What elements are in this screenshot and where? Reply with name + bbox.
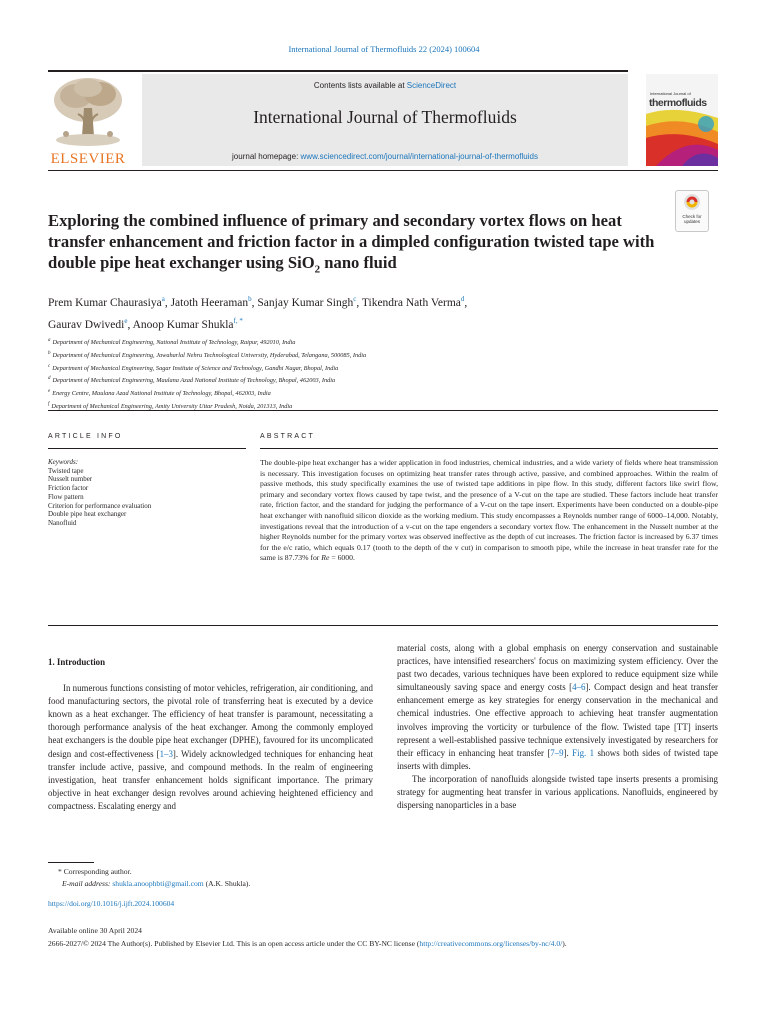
header-divider: [48, 410, 718, 411]
abstract-body: The double-pipe heat exchanger has a wider application in food industries, chemical industries, and a wide variety of fields where heat transmission is necessary. This investigation focuses on optimizing heat transfer rates through active, passive, and combined approaches. Within the realm of passive methods, this study specifically examines the use of twisted tape additions in pipe flow. In this study, different factors like swirl flow, primary and secondary vortex flows caused by tape twist, and the presence of a V-cut on the tape are studied. These factors include heat transfer rate, friction factor, and the standard for judging the performance of a V-cut on the tape insert. Experiments have been conducted on a double-pipe heat exchanger with nanofluid silicon dioxide as the working medium. This study encompasses a Reynolds number range of 6000–14,000. Notably, investigations reveal that the introduction of a v-cut on the tape engenders a secondary vortex flow. The enhancement in the Nusselt number at the higher Reynolds number for the primary vortex was observed ineffective as the depth of cut increases. The friction factor is increased by 6.37 times for the e/c ratio, which equals 0.17 (tooth to the depth of the v cut) in comparison to smooth pipe, while the increase in heat transfer rate for the same is 87.73% for: [260, 458, 718, 563]
author-sep: ,: [464, 296, 468, 309]
paragraph-text: shows both sides of twisted tape inserts with dimples.: [397, 747, 718, 771]
paragraph: [397, 642, 718, 773]
abstract-text: [260, 458, 718, 564]
author-name[interactable]: Anoop Kumar Shukla: [132, 318, 234, 331]
publisher-wordmark: ELSEVIER: [50, 151, 126, 167]
email-name: (A.K. Shukla).: [203, 879, 251, 888]
paragraph-text: ]. Widely acknowledged techniques for enhancing heat transfer include active, passive, and compound methods. In the realm of engineering investigation, heat transfer enhancement holds significant importance. The primary objective in heat exchanger design revolves around achieving heightened efficiency and compactness. Escalating energy and: [48, 748, 374, 811]
author-affil-link[interactable]: c: [353, 295, 357, 303]
cover-small-text: International Journal of: [650, 91, 691, 96]
author-affil-link[interactable]: d: [460, 295, 465, 303]
check-line-2: updates: [683, 219, 700, 224]
masthead-bottom-rule: [48, 170, 718, 171]
author-sep: ,: [251, 296, 258, 309]
title-subscript: 2: [314, 263, 321, 276]
author-name[interactable]: Jatoth Heeraman: [170, 296, 249, 309]
reynolds-symbol: Re: [321, 553, 330, 563]
paragraph-text: ]. Compact design and heat transfer enhancement emerge as key strategies for energy conservation in the mechanical and chemical industries. One effective approach to achieving heat transfer augmentation involves improving the vorticity or turbulence of the flow. Twisted tape [TT] inserts represent a well-established passive technique extensively investigated by researchers for their efficacy in enhancing heat transfer [: [397, 682, 718, 758]
author-list: [48, 290, 688, 334]
affiliation-text: Department of Mechanical Engineering, National Institute of Technology, Raipur, 492010, India: [52, 339, 296, 347]
title-end: nano fluid: [320, 253, 397, 272]
journal-title: International Journal of Thermofluids: [253, 107, 517, 127]
homepage-link[interactable]: www.sciencedirect.com/journal/international-journal-of-thermofluids: [300, 152, 538, 161]
author-affil-link[interactable]: b: [248, 295, 252, 303]
abstract-end: = 6000.: [329, 553, 355, 563]
keyword: Twisted tape: [48, 466, 84, 475]
author-name[interactable]: Sanjay Kumar Singh: [257, 296, 354, 309]
affiliation-marker: c: [48, 363, 51, 369]
homepage-label: journal homepage:: [232, 152, 301, 161]
keyword: Nusselt number: [48, 475, 93, 484]
citation-link[interactable]: 7–9: [550, 747, 564, 758]
paragraph-text: ].: [563, 747, 573, 758]
running-head[interactable]: International Journal of Thermofluids 22 (2024) 100604: [288, 44, 480, 54]
paragraph-text: material costs, along with a global emphasis on energy conservation and sustainable practices, have intensified researchers' focus on maximizing system efficiency. Over the past two decades, various techniques have been explored to reduce equipment size while simultaneously saving space and energy costs [: [397, 643, 718, 693]
available-online: Available online 30 April 2024: [48, 926, 142, 935]
affiliation: [48, 336, 708, 349]
keywords-block: [48, 458, 248, 528]
contents-prefix: Contents lists available at: [313, 81, 407, 90]
body-column-left: [48, 656, 373, 813]
check-for-updates-badge[interactable]: [675, 190, 709, 232]
license-prefix: 2666-2027/© 2024 The Author(s). Published by Elsevier Ltd. This is an open access article under the CC BY-NC license (: [48, 939, 420, 948]
email-link[interactable]: shukla.anoophbti@gmail.com: [112, 879, 204, 888]
cover-title: thermofluids: [649, 97, 707, 109]
affiliation-marker: e: [48, 389, 51, 395]
paragraph: [48, 682, 373, 813]
doi-link[interactable]: https://doi.org/10.1016/j.ijft.2024.100604: [48, 899, 175, 908]
check-line-1: Check for: [682, 214, 702, 219]
author-sep: ,: [164, 296, 171, 309]
check-for-updates-label: [675, 214, 709, 224]
keyword: Criterion for performance evaluation: [48, 501, 152, 510]
keywords-label: Keywords:: [48, 458, 79, 466]
affiliation-text: Department of Mechanical Engineering, Amity University Uttar Pradesh, Noida, 201313, India: [51, 403, 293, 411]
sciencedirect-link[interactable]: ScienceDirect: [406, 81, 457, 90]
affiliation-text: Department of Mechanical Engineering, Jawaharlal Nehru Technological University, Hyderabad, Telangana, 500085, India: [52, 351, 367, 359]
author-name[interactable]: Prem Kumar Chaurasiya: [48, 296, 162, 309]
affiliation-list: [48, 336, 708, 413]
article-info-heading: ARTICLE INFO: [48, 433, 123, 440]
keyword: Double pipe heat exchanger: [48, 510, 127, 519]
paragraph: The incorporation of nanofluids alongside twisted tape inserts presents a promising strategy for augmenting heat transfer in various applications. Nanofluids, engineered by dispersing nanoparticles in a base: [397, 773, 718, 811]
affiliation-marker: f: [48, 401, 50, 407]
affiliation: [48, 374, 708, 387]
affiliation-marker: a: [48, 338, 51, 343]
affiliation: [48, 349, 708, 362]
homepage-line: [142, 152, 628, 161]
author-name[interactable]: Tikendra Nath Verma: [361, 296, 461, 309]
affiliation: [48, 362, 708, 375]
abstract-heading: ABSTRACT: [260, 433, 315, 440]
email-label: E-mail address:: [62, 879, 113, 888]
keyword: Friction factor: [48, 484, 89, 493]
affiliation-text: Energy Centre, Maulana Azad National Institute of Technology, Bhopal, 462003, India: [52, 390, 271, 398]
footnote-rule: [48, 862, 94, 863]
abstract-rule: [260, 448, 718, 449]
citation-link[interactable]: 1–3: [159, 748, 173, 759]
journal-cover-image[interactable]: [646, 74, 718, 166]
affiliation-marker: d: [48, 376, 51, 382]
license-link[interactable]: http://creativecommons.org/licenses/by-nc/4.0/: [419, 939, 563, 948]
footnote: [48, 866, 448, 890]
section-heading: 1. Introduction: [48, 657, 106, 667]
author-affil-link[interactable]: e: [124, 316, 128, 325]
article-info-rule: [48, 448, 246, 449]
license-suffix: ).: [562, 939, 567, 948]
author-affil-link[interactable]: f, *: [233, 316, 243, 325]
email-line: [48, 878, 448, 890]
affiliation-text: Department of Mechanical Engineering, Sagar Institute of Science and Technology, Gandhi Nagar, Bhopal, India: [52, 364, 339, 372]
citation-link[interactable]: 4–6: [572, 682, 586, 693]
title-main: Exploring the combined influence of primary and secondary vortex flows on heat transfer enhancement and friction factor in a dimpled configuration twisted tape with double pipe heat exchanger using SiO: [48, 211, 655, 272]
corresponding-author: * Corresponding author.: [58, 867, 132, 876]
contents-line: [142, 81, 628, 90]
figure-link[interactable]: Fig. 1: [572, 747, 595, 758]
body-column-right: [397, 642, 718, 812]
paragraph-text: In numerous functions consisting of motor vehicles, refrigeration, air conditioning, and food manufacturing sectors, the pivotal role of transferring heat is executed by a device known as a heat exchanger. The efficiency of heat transfer is paramount, necessitating a thorough performance analysis of the heat exchanger. Among the commonly employed heat exchangers is the double pipe heat exchanger (DPHE), favoured for its uncomplicated design and cost-effectiveness [: [48, 683, 373, 759]
keyword: Nanofluid: [48, 518, 77, 527]
author-affil-link[interactable]: a: [161, 295, 165, 303]
keyword: Flow pattern: [48, 492, 84, 501]
author-name[interactable]: Gaurav Dwivedi: [48, 318, 125, 331]
affiliation-text: Department of Mechanical Engineering, Maulana Azad National Institute of Technology, Bhopal, 462003, India: [52, 377, 336, 385]
affiliation: [48, 387, 708, 400]
article-title: [48, 210, 658, 280]
author-sep: ,: [127, 318, 133, 331]
affiliation-marker: b: [48, 350, 51, 356]
masthead-top-rule: [48, 70, 628, 72]
author-sep: ,: [356, 296, 362, 309]
abstract-divider: [48, 625, 718, 626]
license-text: [48, 938, 718, 950]
